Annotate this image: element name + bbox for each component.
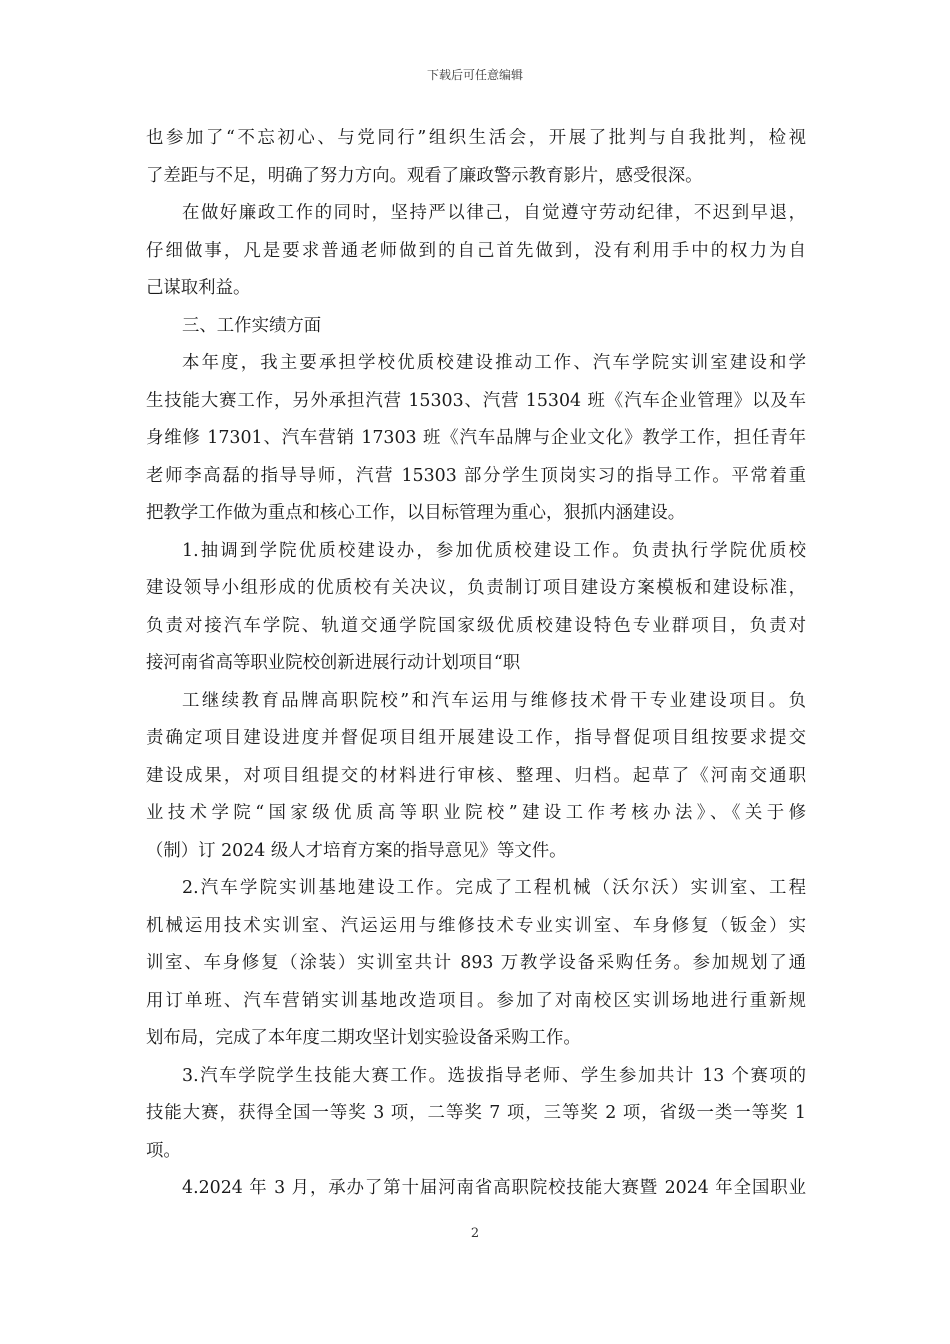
text-line: 业技术学院“国家级优质高等职业院校”建设工作考核办法》、《关于修 <box>146 803 806 823</box>
page-number: 2 <box>470 1226 480 1241</box>
text-line: 了差距与不足，明确了努力方向。观看了廉政警示教育影片，感受很深。 <box>146 165 703 186</box>
text-line: 责确定项目建设进度并督促项目组开展建设工作，指导督促项目组按要求提交 <box>146 728 806 748</box>
text-line: 4.2024 年 3 月，承办了第十届河南省高职院校技能大赛暨 2024 年全国职业 <box>182 1178 806 1198</box>
text-line: 生技能大赛工作，另外承担汽营 15303、汽营 15304 班《汽车企业管理》以及车 <box>146 390 806 411</box>
text-line: 把教学工作做为重点和核心工作，以目标管理为重心，狠抓内涵建设。 <box>146 503 686 523</box>
text-line: 接河南省高等职业院校创新进展行动计划项目“职 <box>146 653 521 673</box>
text-line: 划布局，完成了本年度二期攻坚计划实验设备采购工作。 <box>146 1028 581 1048</box>
text-line: 训室、车身修复（涂装）实训室共计 893 万教学设备采购任务。参加规划了通 <box>146 953 806 973</box>
text-line: 2.汽车学院实训基地建设工作。完成了工程机械（沃尔沃）实训室、工程 <box>182 878 806 898</box>
text-line: 仔细做事，凡是要求普通老师做到的自己首先做到，没有利用手中的权力为自 <box>146 240 806 261</box>
text-line: 机械运用技术实训室、汽运运用与维修技术专业实训室、车身修复（钣金）实 <box>146 915 806 936</box>
text-line: （制）订 2024 级人才培育方案的指导意见》等文件。 <box>146 840 567 861</box>
text-line: 技能大赛，获得全国一等奖 3 项，二等奖 7 项，三等奖 2 项，省级一类一等奖 1 <box>146 1103 806 1123</box>
text-line: 老师李高磊的指导导师，汽营 15303 部分学生顶岗实习的指导工作。平常着重 <box>146 465 806 486</box>
text-line: 3.汽车学院学生技能大赛工作。选拔指导老师、学生参加共计 13 个赛项的 <box>182 1065 806 1086</box>
text-line: 建设成果，对项目组提交的材料进行审核、整理、归档。起草了《河南交通职 <box>146 765 806 786</box>
text-line: 1.抽调到学院优质校建设办，参加优质校建设工作。负责执行学院优质校 <box>182 540 806 561</box>
text-line: 用订单班、汽车营销实训基地改造项目。参加了对南校区实训场地进行重新规 <box>146 990 806 1011</box>
document-body <box>146 120 806 1208</box>
text-line: 项。 <box>146 1140 181 1161</box>
text-line: 在做好廉政工作的同时，坚持严以律己，自觉遵守劳动纪律，不迟到早退， <box>182 203 806 223</box>
text-line: 工继续教育品牌高职院校”和汽车运用与维修技术骨干专业建设项目。负 <box>182 690 806 711</box>
text-line: 本年度，我主要承担学校优质校建设推动工作、汽车学院实训室建设和学 <box>182 353 806 373</box>
text-line: 身维修 17301、汽车营销 17303 班《汽车品牌与企业文化》教学工作，担任青年 <box>146 428 806 448</box>
text-line: 己谋取利益。 <box>146 278 251 298</box>
text-line: 也参加了“不忘初心、与党同行”组织生活会，开展了批判与自我批判，检视 <box>146 128 806 148</box>
section-heading: 三、工作实绩方面 <box>182 315 322 336</box>
page-header-note: 下载后可任意编辑 <box>426 68 523 82</box>
text-line: 负责对接汽车学院、轨道交通学院国家级优质校建设特色专业群项目，负责对 <box>146 615 806 636</box>
text-line: 建设领导小组形成的优质校有关决议，负责制订项目建设方案模板和建设标准， <box>146 578 806 598</box>
